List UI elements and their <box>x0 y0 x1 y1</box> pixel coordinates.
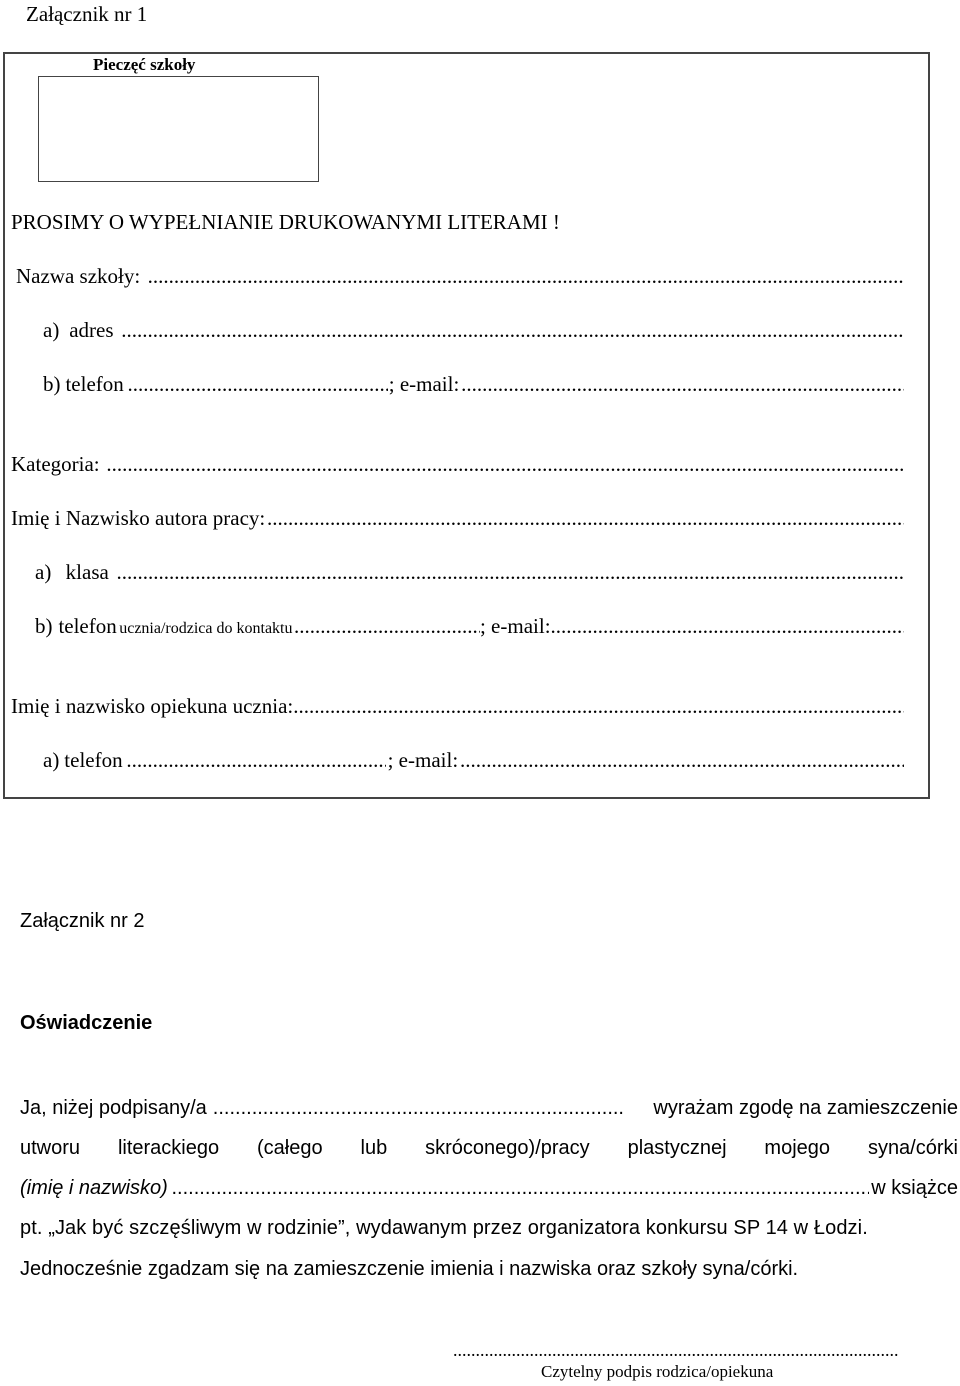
author-field[interactable] <box>11 506 904 531</box>
school-address-field[interactable] <box>43 318 904 343</box>
phone-dots <box>128 372 388 397</box>
book-text: w książce <box>871 1177 958 1199</box>
declaration-line-3[interactable] <box>20 1177 958 1200</box>
student-phone-dots <box>294 614 480 639</box>
student-email-label: ; e-mail: <box>479 614 551 638</box>
declaration-line-1[interactable] <box>20 1097 958 1120</box>
signature-dots <box>453 1340 899 1361</box>
phone-label: telefon <box>65 372 124 396</box>
student-email-dots <box>551 614 904 639</box>
declarant-dots <box>213 1097 623 1120</box>
child-name-hint: (imię i nazwisko) <box>20 1177 168 1199</box>
school-name-label: Nazwa szkoły: <box>16 264 141 288</box>
line2-word: plastycznej <box>627 1137 727 1159</box>
declaration-line-5: Jednocześnie zgadzam się na zamieszczenie imienia i nazwiska oraz szkoły syna/córki. <box>20 1258 799 1280</box>
line2-word: lub <box>360 1137 388 1159</box>
form-instruction: PROSIMY O WYPEŁNIANIE DRUKOWANYMI LITERAMI ! <box>11 210 560 234</box>
school-name-dots <box>148 264 904 289</box>
attachment-1-title: Załącznik nr 1 <box>26 2 148 26</box>
line2-word: literackiego <box>117 1137 220 1159</box>
class-label: klasa <box>65 560 109 584</box>
category-label: Kategoria: <box>11 452 100 476</box>
guardian-field[interactable] <box>11 694 904 719</box>
declaration-heading: Oświadczenie <box>20 1012 153 1034</box>
declarant-label: Ja, niżej podpisany/a <box>20 1097 207 1119</box>
guardian-email-dots <box>460 748 904 773</box>
address-dots <box>121 318 904 343</box>
child-name-dots <box>172 1177 869 1200</box>
email-dots <box>461 372 904 397</box>
class-field[interactable] <box>35 560 904 585</box>
guardian-phone-marker: a) <box>43 748 60 772</box>
line2-word: mojego <box>764 1137 831 1159</box>
class-marker: a) <box>35 560 52 584</box>
guardian-phone-dots <box>126 748 386 773</box>
line2-word: skróconego)/pracy <box>425 1137 590 1159</box>
line2-word: syna/córki <box>867 1137 958 1159</box>
line2-word: (całego <box>257 1137 323 1159</box>
student-phone-marker: b) <box>35 614 53 638</box>
signature-caption: Czytelny podpis rodzica/opiekuna <box>541 1362 774 1381</box>
declaration-line-4: pt. „Jak być szczęśliwym w rodzinie”, wydawanym przez organizatora konkursu SP 14 w Łodzi. <box>20 1217 868 1239</box>
school-contact-field[interactable] <box>43 372 904 397</box>
author-label: Imię i Nazwisko autora pracy: <box>11 506 266 530</box>
line2-word: utworu <box>20 1137 81 1159</box>
student-phone-note: ucznia/rodzica do kontaktu <box>119 620 293 637</box>
declaration-line-2 <box>20 1137 958 1160</box>
guardian-email-label: ; e-mail: <box>387 748 459 772</box>
student-contact-field[interactable] <box>35 614 904 639</box>
signature-line[interactable] <box>453 1340 899 1361</box>
phone-marker: b) <box>43 372 61 396</box>
category-field[interactable] <box>11 452 904 477</box>
address-marker: a) <box>43 318 60 342</box>
guardian-phone-label: telefon <box>64 748 123 772</box>
address-label: adres <box>69 318 114 342</box>
stamp-label: Pieczęć szkoły <box>93 55 196 74</box>
guardian-dots <box>293 694 904 719</box>
consent-text: wyrażam zgodę na zamieszczenie <box>653 1097 958 1119</box>
guardian-contact-field[interactable] <box>43 748 904 773</box>
class-dots <box>117 560 904 585</box>
attachment-2-title: Załącznik nr 2 <box>20 910 145 932</box>
school-name-field[interactable] <box>16 264 904 289</box>
author-dots <box>267 506 904 531</box>
student-phone-label: telefon <box>58 614 117 638</box>
guardian-label: Imię i nazwisko opiekuna ucznia: <box>11 694 294 718</box>
category-dots <box>106 452 904 477</box>
email-label: ; e-mail: <box>388 372 460 396</box>
school-stamp-box[interactable] <box>38 76 319 182</box>
